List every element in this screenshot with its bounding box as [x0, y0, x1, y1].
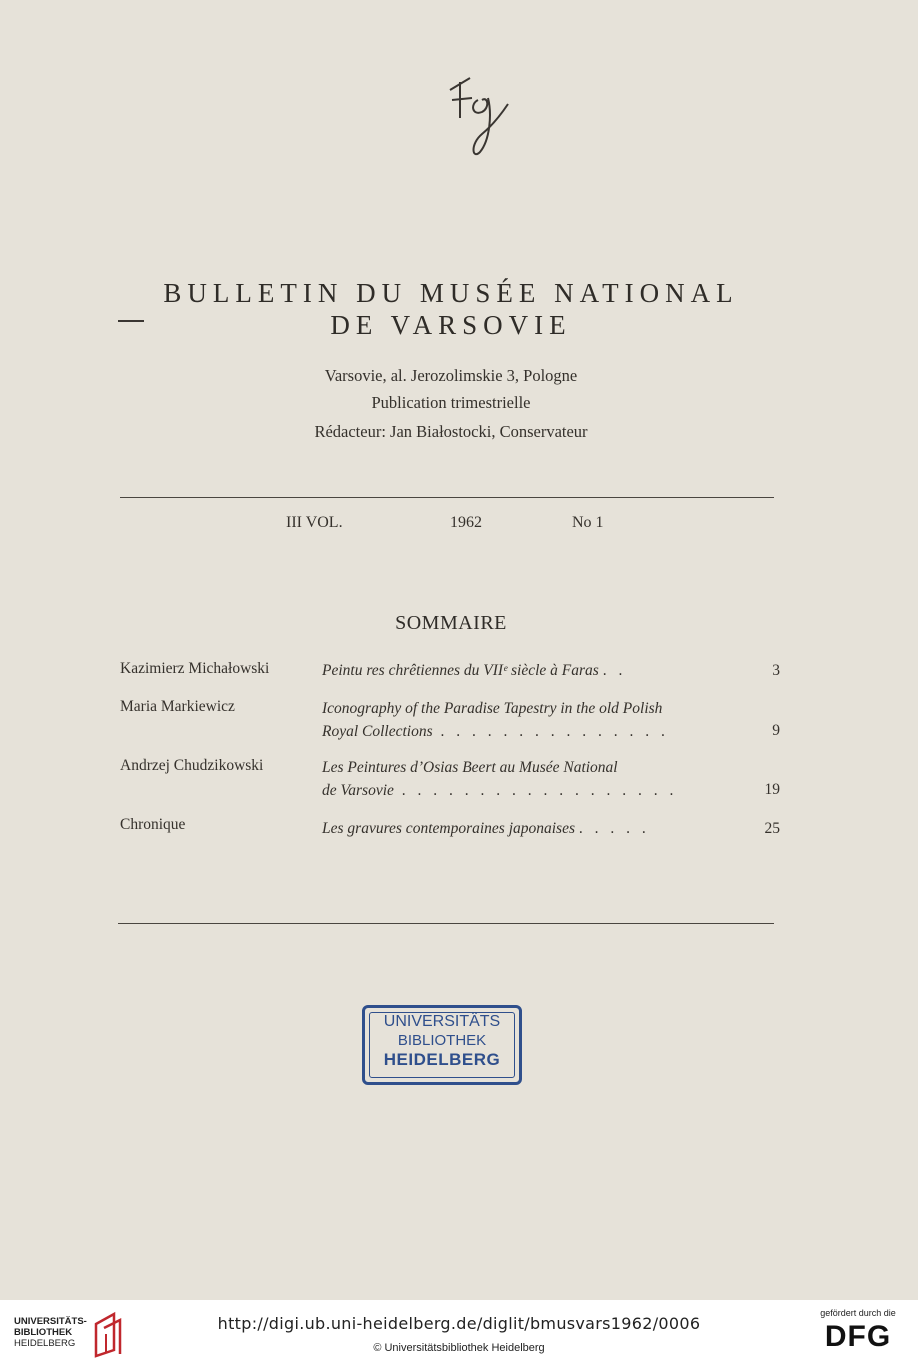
handwritten-mark [430, 60, 540, 170]
bottom-rule [118, 923, 774, 924]
toc-author: Maria Markiewicz [120, 698, 235, 715]
leader-dots: . . . . . [578, 820, 650, 837]
toc-title-line: Les gravures contemporaines japonaises [322, 820, 576, 837]
leader-dots: . . . . . . . . . . . . . . . [432, 723, 669, 740]
leader-dots: . . [602, 662, 627, 679]
top-rule [120, 497, 774, 498]
journal-title-line1: BULLETIN DU MUSÉE NATIONAL [163, 278, 739, 308]
issue-year: 1962 [450, 514, 482, 531]
stamp-line: UNIVERSITÄTS [383, 1013, 501, 1030]
issue-volume: III VOL. [286, 514, 343, 531]
toc-title [322, 697, 728, 743]
toc-title-line: Les Peintures d’Osias Beert au Musée National [322, 759, 618, 776]
toc-title-line: Iconography of the Paradise Tapestry in the old Polish [322, 700, 663, 717]
toc-title-line: de Varsovie [322, 782, 394, 799]
journal-title-line2: DE VARSOVIE [330, 310, 572, 340]
toc-page: 25 [764, 820, 780, 837]
stamp-line: HEIDELBERG [383, 1050, 501, 1069]
permalink[interactable]: http://digi.ub.uni-heidelberg.de/diglit/bmusvars1962/0006 [217, 1314, 701, 1333]
library-stamp [362, 1005, 522, 1085]
library-name: UNIVERSITÄTS- BIBLIOTHEK HEIDELBERG [14, 1316, 87, 1349]
stamp-line: BIBLIOTHEK [397, 1032, 487, 1049]
toc-page: 9 [772, 722, 780, 739]
toc-title [322, 659, 728, 682]
funded-by-label: gefördert durch die [820, 1308, 896, 1318]
toc-title [322, 756, 728, 802]
contents-heading: SOMMAIRE [395, 612, 507, 634]
dfg-logo: DFG [824, 1320, 892, 1353]
editor-line: Rédacteur: Jan Białostocki, Conservateur [314, 422, 588, 441]
issue-number: No 1 [572, 514, 604, 531]
address-line: Varsovie, al. Jerozolimskie 3, Pologne [324, 366, 578, 385]
copyright-notice: © Universitätsbibliothek Heidelberg [373, 1342, 545, 1354]
toc-page: 3 [772, 662, 780, 679]
toc-title-line: Royal Collections [322, 723, 433, 740]
toc-page: 19 [764, 781, 780, 798]
toc-author: Chronique [120, 816, 186, 833]
toc-title-line: Peintu res chrêtiennes du VIIᵉ siècle à Faras [322, 662, 599, 679]
footer-bar [0, 1300, 918, 1365]
toc-author: Kazimierz Michałowski [120, 660, 270, 677]
toc-author: Andrzej Chudzikowski [120, 757, 264, 774]
toc-title [322, 817, 728, 840]
leader-dots: . . . . . . . . . . . . . . . . . . [393, 782, 678, 799]
frequency-line: Publication trimestrielle [371, 393, 531, 412]
